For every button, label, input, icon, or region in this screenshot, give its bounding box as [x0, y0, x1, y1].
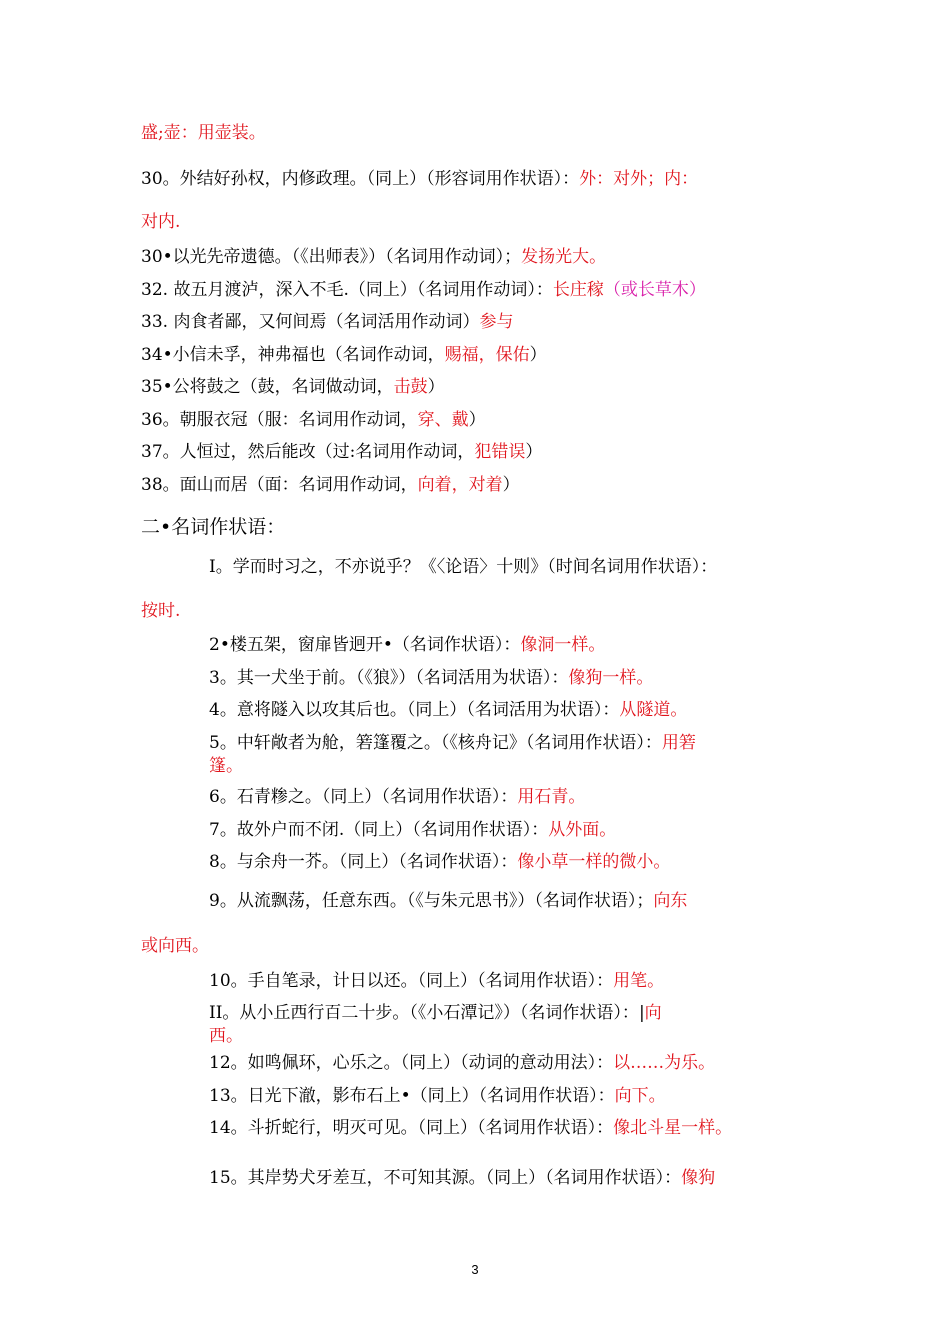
text-line: [141, 474, 520, 496]
answer-text: 外：对外；内：: [579, 169, 699, 189]
line-text: |: [638, 1003, 645, 1023]
text-line: [209, 1052, 715, 1074]
answer-text: 长庄稼: [552, 280, 604, 300]
text-line: [141, 311, 513, 333]
line-text: 15。其岸势犬牙差互，不可知其源。（同上）（名词用作状语）：: [209, 1168, 682, 1188]
line-text: 10。手自笔录，计日以还。（同上）（名词用作状语）：: [209, 971, 614, 991]
line-text: 36。朝服衣冠（服：名词用作动词，: [141, 410, 418, 430]
text-line: [209, 1085, 666, 1107]
page-number: 3: [471, 1262, 479, 1277]
line-text: ）: [468, 410, 486, 430]
answer-text: 或向西。: [141, 936, 209, 956]
text-line: [209, 732, 696, 754]
line-text: ）: [502, 475, 520, 495]
text-line: [141, 441, 542, 463]
line-text: 13。日光下澈，影布石上•（同上）（名词用作状语）：: [209, 1086, 615, 1106]
section-heading: [141, 516, 285, 538]
answer-text: 穿、戴: [417, 410, 469, 430]
answer-text: 用笔。: [613, 971, 665, 991]
answer-text: 像北斗星一样。: [613, 1118, 733, 1138]
answer-text: 像狗: [681, 1168, 716, 1188]
text-line: [209, 890, 687, 912]
text-line: [141, 376, 445, 398]
answer-text: 以……为乐。: [613, 1053, 716, 1073]
text-line: [209, 1117, 732, 1139]
answer-text: 用箬: [661, 733, 696, 753]
text-line: [141, 409, 486, 431]
answer-text: 西。: [209, 1026, 243, 1046]
text-line: [141, 344, 547, 366]
text-line: [209, 755, 243, 777]
answer-text: 像狗一样。: [568, 668, 654, 688]
text-line: [209, 786, 585, 808]
answer-text: 犯错误: [474, 442, 526, 462]
line-text: ）: [529, 345, 547, 365]
answer-text: 击鼓: [393, 377, 428, 397]
text-line: [209, 556, 717, 578]
alt-answer-text: （或长草木）: [603, 280, 706, 300]
line-text: 30。外结好孙权，内修政理。（同上）（形容词用作状语）：: [141, 169, 580, 189]
line-text: 9。从流飘荡，任意东西。（《与朱元思书》）（名词作状语）；: [209, 891, 654, 911]
answer-text: 用石青。: [517, 787, 586, 807]
text-line: [209, 851, 670, 873]
answer-text: 参与: [479, 312, 514, 332]
text-line: [141, 168, 698, 190]
text-line: [209, 667, 653, 689]
line-text: 2•楼五架，窗扉皆迥开•（名词作状语）：: [209, 635, 521, 655]
line-text: ）: [525, 442, 543, 462]
line-text: 32. 故五月渡泸，深入不毛.（同上）（名词用作动词）：: [141, 280, 553, 300]
line-text: 37。人恒过，然后能改（过:名词用作动词，: [141, 442, 475, 462]
line-text: 14。斗折蛇行，明灭可见。（同上）（名词用作状语）：: [209, 1118, 614, 1138]
answer-text: 从隧道。: [619, 700, 688, 720]
line-text: 38。面山而居（面：名词用作动词，: [141, 475, 418, 495]
answer-text: 向下。: [614, 1086, 666, 1106]
text-line: [141, 935, 209, 957]
line-text: 5。中轩敞者为舱，箬篷覆之。（《核舟记》（名词用作状语）：: [209, 733, 662, 753]
answer-text: 向: [644, 1003, 662, 1023]
text-line: [209, 819, 616, 841]
text-line: [141, 122, 266, 144]
text-line: [141, 211, 180, 233]
answer-text: 向东: [653, 891, 688, 911]
text-line: [141, 279, 706, 301]
line-text: I。学而时习之，不亦说乎？《〈论语〉十则》（时间名词用作状语）：: [209, 557, 718, 577]
answer-text: 赐福，保佑: [444, 345, 530, 365]
line-text: II。从小丘西行百二十步。（《小石潭记》）（名词作状语）：: [209, 1003, 639, 1023]
answer-text: 发扬光大。: [521, 247, 607, 267]
line-text: 12。如鸣佩环，心乐之。（同上）（动词的意动用法）：: [209, 1053, 614, 1073]
line-text: 6。石青糁之。（同上）（名词用作状语）：: [209, 787, 518, 807]
line-text: 3。其一犬坐于前。（《狼》）（名词活用为状语）：: [209, 668, 569, 688]
answer-text: 像洞一样。: [520, 635, 606, 655]
text-line: [209, 699, 687, 721]
text-line: [141, 246, 606, 268]
text-line: [209, 1167, 715, 1189]
answer-text: 篷。: [209, 756, 243, 776]
text-line: [209, 1025, 243, 1047]
answer-text: 按时.: [141, 601, 181, 621]
answer-text: 盛;壶：用壶装。: [141, 123, 266, 143]
text-line: [141, 600, 180, 622]
answer-text: 从外面。: [548, 820, 617, 840]
line-text: ）: [427, 377, 445, 397]
line-text: 7。故外户而不闭.（同上）（名词用作状语）：: [209, 820, 549, 840]
answer-text: 向着，对着: [417, 475, 503, 495]
text-line: [209, 970, 664, 992]
text-line: [209, 1002, 662, 1024]
text-line: [209, 634, 605, 656]
line-text: 8。与余舟一芥。（同上）（名词作状语）：: [209, 852, 518, 872]
line-text: 30•以光先帝遗德。（《出师表》）（名词用作动词）；: [141, 247, 522, 267]
line-text: 4。意将隧入以攻其后也。（同上）（名词活用为状语）：: [209, 700, 620, 720]
line-text: 33. 肉食者鄙，又何间焉（名词活用作动词）: [141, 312, 480, 332]
line-text: 34•小信未孚，神弗福也（名词作动词，: [141, 345, 445, 365]
answer-text: 像小草一样的微小。: [517, 852, 671, 872]
line-text: 35•公将鼓之（鼓，名词做动词，: [141, 377, 394, 397]
line-text: 二•名词作状语：: [141, 516, 286, 538]
answer-text: 对内.: [141, 212, 181, 232]
